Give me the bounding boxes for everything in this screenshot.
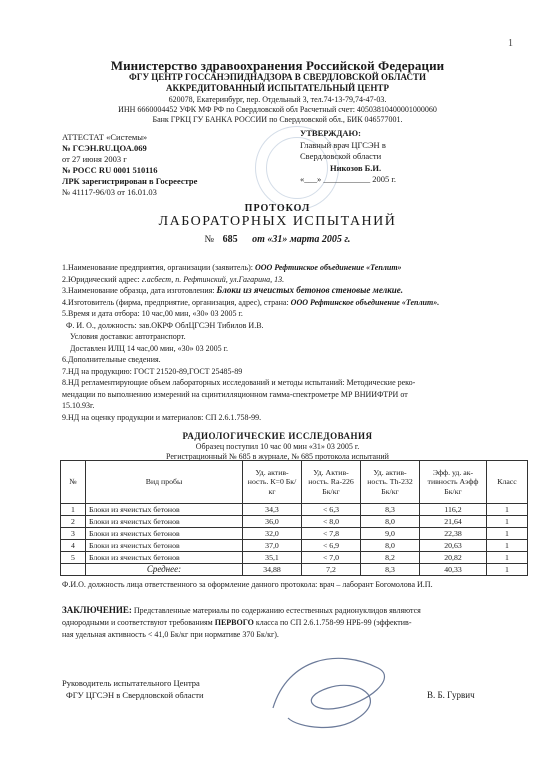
table-cell: 4 xyxy=(61,540,86,552)
field-line: 8.НД регламентирующие объем лабораторных исследований и методы испытаний: Методические реко- xyxy=(62,378,416,387)
field-label: 1.Наименование предприятия, организации (заявитель): xyxy=(62,263,253,272)
register-line: Регистрационный № 685 в журнале, № 685 протокола испытаний xyxy=(166,452,389,461)
average-row xyxy=(61,564,528,576)
conclusion-label: ЗАКЛЮЧЕНИЕ: xyxy=(62,605,132,615)
field-label: 3.Наименование образца, дата изготовления: xyxy=(62,286,215,295)
table-cell: 8,3 xyxy=(361,504,420,516)
approval-block xyxy=(300,128,500,186)
table-cell: 9,0 xyxy=(361,528,420,540)
table-row xyxy=(61,504,528,516)
field-line: Условия доставки: автотранспорт. xyxy=(70,332,186,341)
table-cell: 20,82 xyxy=(420,552,487,564)
lab-title: АККРЕДИТОВАННЫЙ ИСПЫТАТЕЛЬНЫЙ ЦЕНТР xyxy=(166,83,389,93)
table-cell: Среднее: xyxy=(86,564,243,576)
inn-line: ИНН 6660004452 УФК МФ РФ по Свердловской обл Расчетный счет: 40503810400001000060 xyxy=(118,105,437,114)
table-cell: 1 xyxy=(487,528,528,540)
column-header: Уд. актив-ность. Th-232 Бк/кг xyxy=(361,461,420,504)
approval-name: Никозов Б.И. xyxy=(330,162,382,173)
table-cell: Блоки из ячеистых бетонов xyxy=(86,528,243,540)
number-label: № xyxy=(204,234,215,245)
table-cell: 1 xyxy=(487,564,528,576)
table-cell: < 8,0 xyxy=(302,516,361,528)
table-row xyxy=(61,528,528,540)
table-cell: 7,2 xyxy=(302,564,361,576)
field-value: ООО Рефтинское объединение «Теплит». xyxy=(290,297,440,307)
field-line xyxy=(62,297,502,309)
column-header: Класс xyxy=(487,461,528,504)
table-cell xyxy=(61,564,86,576)
approval-line: Свердловской области xyxy=(300,151,382,161)
table-cell: 1 xyxy=(487,504,528,516)
field-line xyxy=(62,285,502,297)
table-cell: 1 xyxy=(487,516,528,528)
table-cell: Блоки из ячеистых бетонов xyxy=(86,540,243,552)
signoff-block xyxy=(62,677,204,701)
conclusion-class: ПЕРВОГО xyxy=(214,618,254,627)
table-row xyxy=(61,516,528,528)
table-row xyxy=(61,540,528,552)
conclusion-text: ная удельная активность < 41,0 Бк/кг при нормативе 370 Бк/кг). xyxy=(62,630,279,639)
field-value: ООО Рефтинское объединение «Теплит» xyxy=(254,263,402,272)
table-header-row xyxy=(61,461,528,504)
sample-line: Образец поступил 10 час 00 мин «31» 03 2005 г. xyxy=(195,442,360,451)
center-title: ФГУ ЦЕНТР ГОССАНЭПИДНАДЗОРА В СВЕРДЛОВСКОЙ ОБЛАСТИ xyxy=(128,72,427,82)
table-cell: 8,3 xyxy=(361,564,420,576)
table-cell: 5 xyxy=(61,552,86,564)
table-cell: 32,0 xyxy=(243,528,302,540)
accreditation-line: ЛРК зарегистрирован в Госреестре xyxy=(62,176,198,186)
column-header: Уд. Актив-ность. Ra-226 Бк/кг xyxy=(302,461,361,504)
table-cell: < 6,9 xyxy=(302,540,361,552)
approval-date: «___» ___________ 2005 г. xyxy=(300,174,397,184)
accreditation-block xyxy=(62,132,282,198)
table-cell: 34,3 xyxy=(243,504,302,516)
field-line: мендации по выполнению измерений на сцинтилляционном гамма-спектрометре МР ВНИИФТРИ от xyxy=(62,389,408,399)
table-cell: Блоки из ячеистых бетонов xyxy=(86,552,243,564)
column-header: Эфф. уд. ак-тивность Аэфф Бк/кг xyxy=(420,461,487,504)
field-value: Блоки из ячеистых бетонов стеновые мелкие. xyxy=(216,285,404,295)
field-line: Ф. И. О., должность: зав.ОКРФ ОблЦГСЭН Тибилов И.В. xyxy=(66,320,264,330)
table-cell: 35,1 xyxy=(243,552,302,564)
table-cell: 1 xyxy=(61,504,86,516)
table-cell: < 7,8 xyxy=(302,528,361,540)
table-cell: 40,33 xyxy=(420,564,487,576)
field-line: 6.Дополнительные сведения. xyxy=(62,355,161,364)
table-cell: 21,64 xyxy=(420,516,487,528)
protocol-number-line xyxy=(0,234,555,245)
protocol-title: ПРОТОКОЛ xyxy=(244,203,311,214)
signoff-name: В. Б. Гурвич xyxy=(427,690,475,700)
field-line: 15.10.93г. xyxy=(62,401,95,410)
accreditation-line: № 41117-96/03 от 16.01.03 xyxy=(62,187,157,197)
accreditation-line: № РОСС RU 0001 510116 xyxy=(62,165,158,175)
table-cell: 8,0 xyxy=(361,540,420,552)
field-line: 9.НД на оценку продукции и материалов: СП 2.6.1.758-99. xyxy=(62,412,262,422)
conclusion-text: Представленные материалы по содержанию естественных радионуклидов являются xyxy=(131,606,421,615)
page-number: 1 xyxy=(508,38,513,49)
table-cell: 37,0 xyxy=(243,540,302,552)
conclusion-text: однородными и соответствуют требованиям xyxy=(62,618,215,627)
bank-line: Банк ГРКЦ ГУ БАНКА РОССИИ по Свердловской обл., БИК 046577001. xyxy=(152,115,403,124)
accreditation-line: № ГСЭН.RU.ЦОА.069 xyxy=(62,143,147,153)
table-cell: 116,2 xyxy=(420,504,487,516)
signoff-line: ФГУ ЦГСЭН в Свердловской области xyxy=(66,690,204,700)
address-line: 620078, Екатеринбург, пер. Отдельный 3, тел.74-13-79,74-47-03. xyxy=(168,95,387,104)
approval-line: Главный врач ЦГСЭН в xyxy=(300,139,386,150)
accreditation-line: АТТЕСТАТ «Системы» xyxy=(62,132,148,142)
field-line xyxy=(62,274,502,286)
accreditation-line: от 27 июня 2003 г xyxy=(62,154,127,164)
responsible-person: Ф.И.О. должность лица ответственного за оформление данного протокола: врач – лаборант Богомолова И.П. xyxy=(62,580,433,589)
results-table xyxy=(60,460,528,576)
table-cell: 2 xyxy=(61,516,86,528)
field-value: г.асбест, п. Рефтинский, ул.Гагарина, 13. xyxy=(141,274,285,284)
table-cell: 8,2 xyxy=(361,552,420,564)
section-title: РАДИОЛОГИЧЕСКИЕ ИССЛЕДОВАНИЯ xyxy=(182,431,373,441)
table-cell: 20,63 xyxy=(420,540,487,552)
column-header: Вид пробы xyxy=(86,461,243,504)
column-header: Уд. актив-ность. К=0 Бк/кг xyxy=(243,461,302,504)
protocol-number: 685 xyxy=(222,234,238,245)
column-header: № xyxy=(61,461,86,504)
conclusion-text: класса по СП 2.6.1.758-99 НРБ-99 (эффектив- xyxy=(253,618,412,627)
protocol-fields xyxy=(62,262,502,423)
table-cell: 34,88 xyxy=(243,564,302,576)
field-line xyxy=(62,262,502,274)
field-line: Доставлен ИЛЦ 14 час,00 мин, «30» 03 2005 г. xyxy=(70,343,228,353)
protocol-date: от «31» марта 2005 г. xyxy=(252,234,351,245)
field-label: 2.Юридический адрес: xyxy=(62,274,140,284)
table-cell: 36,0 xyxy=(243,516,302,528)
field-label: 4.Изготовитель (фирма, предприятие, организация, адрес), страна: xyxy=(62,297,289,307)
signature-scribble xyxy=(258,648,408,738)
field-line: 7.НД на продукцию: ГОСТ 21520-89,ГОСТ 25485-89 xyxy=(62,366,243,376)
table-cell: 8,0 xyxy=(361,516,420,528)
approval-title: УТВЕРЖДАЮ: xyxy=(300,128,361,138)
table-cell: < 7,0 xyxy=(302,552,361,564)
table-cell: < 6,3 xyxy=(302,504,361,516)
ministry-title: Министерство здравоохранения Российской Федерации xyxy=(110,58,445,73)
conclusion xyxy=(62,604,502,641)
field-line: 5.Время и дата отбора: 10 час,00 мин, «30» 03 2005 г. xyxy=(62,309,243,318)
table-cell: Блоки из ячеистых бетонов xyxy=(86,504,243,516)
table-row xyxy=(61,552,528,564)
signoff-line: Руководитель испытательного Центра xyxy=(62,678,200,688)
table-cell: 3 xyxy=(61,528,86,540)
table-cell: 1 xyxy=(487,552,528,564)
table-cell: Блоки из ячеистых бетонов xyxy=(86,516,243,528)
table-cell: 1 xyxy=(487,540,528,552)
protocol-subtitle: ЛАБОРАТОРНЫХ ИСПЫТАНИЙ xyxy=(158,214,397,229)
table-cell: 22,38 xyxy=(420,528,487,540)
